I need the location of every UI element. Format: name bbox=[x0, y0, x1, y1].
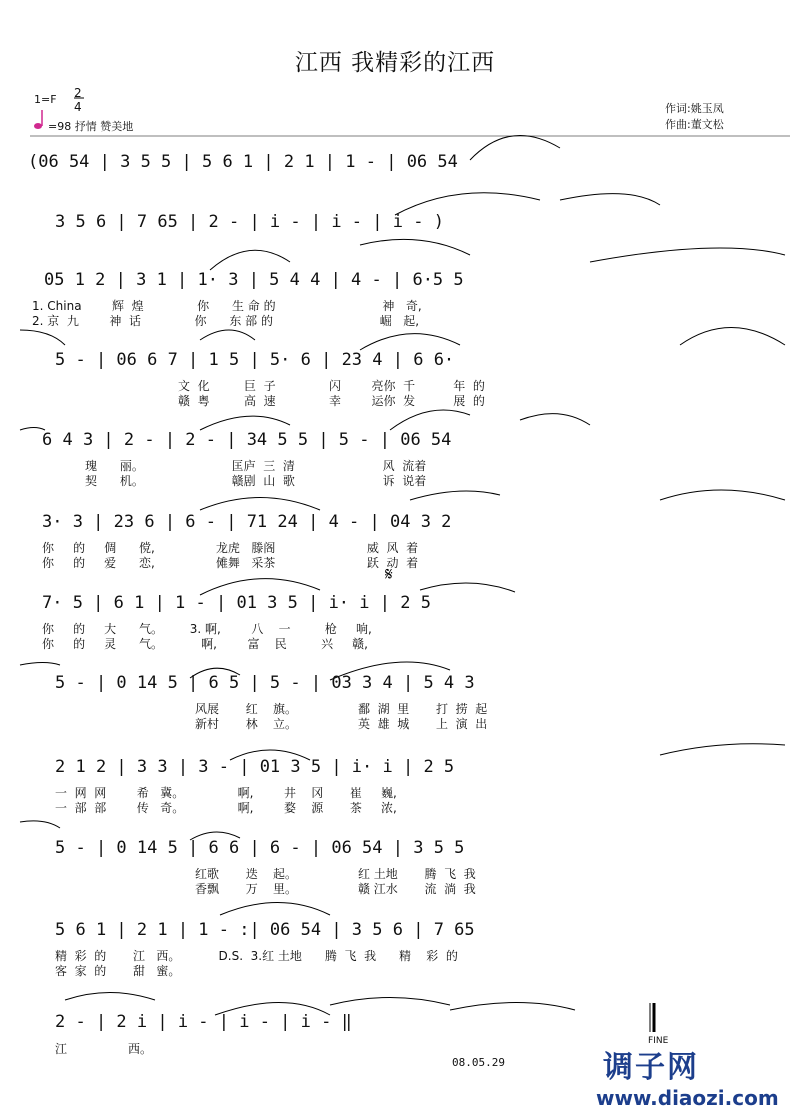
lyric-row-3-verse-2: 2. 京 九 神 话 你 东 部 的 崛 起, bbox=[32, 314, 420, 328]
lyric-row-6-verse-2: 你 的 爱 恋, 傩舞 采茶 跃 动 着 bbox=[42, 556, 419, 570]
fine-marking: FINE bbox=[648, 1036, 669, 1046]
lyric-row-5-verse-2: 契 机。 赣剧 山 歌 诉 说着 bbox=[85, 474, 427, 488]
lyric-row-7-verse-2: 你 的 灵 气。 啊, 富 民 兴 赣, bbox=[42, 637, 368, 651]
notation-row-4: 5 - | 06 6 7 | 1 5 | 5· 6 | 23 4 | 6 6· bbox=[55, 350, 455, 370]
notation-row-2: 3 5 6 | 7 65 | 2 - | i - | i - | i - ) bbox=[55, 212, 444, 232]
tempo-note-icon bbox=[34, 123, 42, 129]
lyric-row-11-verse-2: 客 家 的 甜 蜜。 bbox=[55, 964, 181, 978]
notation-row-3: 05 1 2 | 3 1 | 1· 3 | 5 4 4 | 4 - | 6·5 5 bbox=[44, 270, 464, 290]
lyricist-credit: 作词:姚玉凤 bbox=[665, 102, 724, 115]
notation-row-12: 2 - | 2 i | i - | i - | i - ‖ bbox=[55, 1012, 352, 1032]
watermark-logo: 调子网 bbox=[603, 1050, 699, 1085]
notation-row-6: 3· 3 | 23 6 | 6 - | 71 24 | 4 - | 04 3 2 bbox=[42, 512, 452, 532]
lyric-row-5-verse-1: 瑰 丽。 匡庐 三 清 风 流着 bbox=[85, 459, 427, 473]
lyric-row-7-verse-1: 你 的 大 气。 3. 啊, 八 一 枪 响, bbox=[42, 622, 372, 636]
notation-row-7: 7· 5 | 6 1 | 1 - | 01 3 5 | i· i | 2 5 bbox=[42, 593, 431, 613]
lyric-row-11-verse-1: 精 彩 的 江 西。 D.S. 3.红 土地 腾 飞 我 精 彩 的 bbox=[55, 949, 458, 963]
notation-row-11: 5 6 1 | 2 1 | 1 - :| 06 54 | 3 5 6 | 7 65 bbox=[55, 920, 475, 940]
time-signature-bottom: 4 bbox=[74, 100, 82, 114]
lyric-row-10-verse-2: 香飘 万 里。 赣 江水 流 淌 我 bbox=[195, 882, 476, 896]
lyric-row-8-verse-1: 风展 红 旗。 鄱 湖 里 打 捞 起 bbox=[195, 702, 488, 716]
notation-row-10: 5 - | 0 14 5 | 6 6 | 6 - | 06 54 | 3 5 5 bbox=[55, 838, 465, 858]
notation-row-5: 6 4 3 | 2 - | 2 - | 34 5 5 | 5 - | 06 54 bbox=[42, 430, 452, 450]
lyric-row-12-verse-1: 江 西。 bbox=[55, 1042, 153, 1056]
lyric-row-4-verse-2: 赣 粤 高 速 幸 运你 发 展 的 bbox=[178, 394, 485, 408]
composer-credit: 作曲:董文松 bbox=[665, 118, 724, 131]
tempo-marking: =98 抒情 赞美地 bbox=[48, 120, 134, 133]
lyric-row-8-verse-2: 新村 林 立。 英 雄 城 上 演 出 bbox=[195, 717, 488, 731]
key-signature: 1=F bbox=[34, 93, 57, 106]
lyric-row-3-verse-1: 1. China 辉 煌 你 生 命 的 神 奇, bbox=[32, 299, 422, 313]
lyric-row-6-verse-1: 你 的 倜 傥, 龙虎 滕阁 威 风 着 bbox=[42, 541, 419, 555]
lyric-row-10-verse-1: 红歌 迭 起。 红 土地 腾 飞 我 bbox=[195, 867, 476, 881]
time-signature-top: 2 bbox=[74, 86, 82, 100]
lyric-row-4-verse-1: 文 化 巨 子 闪 亮你 千 年 的 bbox=[178, 379, 485, 393]
notation-row-9: 2 1 2 | 3 3 | 3 - | 01 3 5 | i· i | 2 5 bbox=[55, 757, 455, 777]
date-stamp: 08.05.29 bbox=[452, 1056, 505, 1069]
notation-row-1: (06 54 | 3 5 5 | 5 6 1 | 2 1 | 1 - | 06 54 bbox=[28, 152, 458, 172]
segno-icon: 𝄋 bbox=[385, 564, 393, 585]
notation-row-8: 5 - | 0 14 5 | 6 5 | 5 - | 03 3 4 | 5 4 3 bbox=[55, 673, 475, 693]
lyric-row-9-verse-1: 一 网 网 希 冀。 啊, 井 冈 崔 巍, bbox=[55, 786, 397, 800]
lyric-row-9-verse-2: 一 部 部 传 奇。 啊, 婺 源 茶 浓, bbox=[55, 801, 397, 815]
page-title: 江西 我精彩的江西 bbox=[294, 50, 496, 76]
watermark-url: www.diaozi.com bbox=[596, 1086, 779, 1110]
